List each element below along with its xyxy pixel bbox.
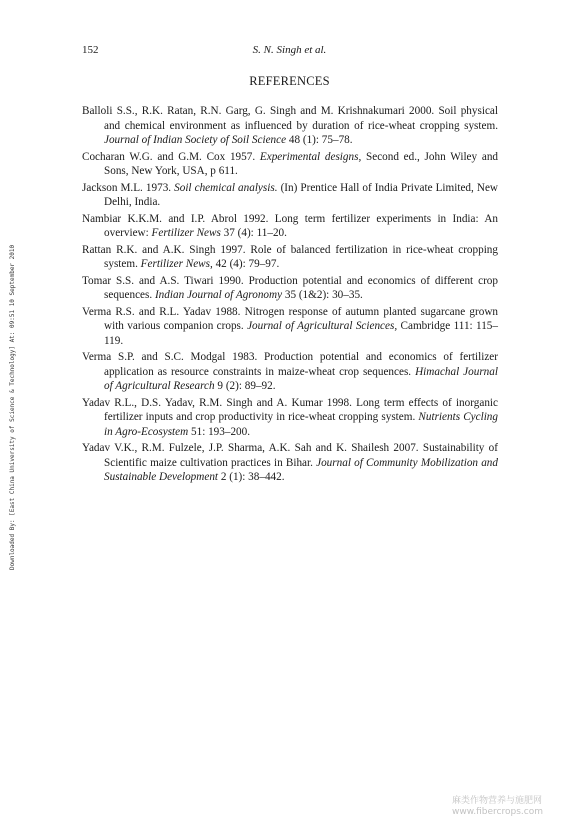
reference-item <box>82 305 498 349</box>
reference-text: Verma S.P. and S.C. Modgal 1983. Production potential and economics of fertilizer application as resource constraints in maize-wheat crop sequences. <box>82 351 498 378</box>
reference-text: Rattan R.K. and A.K. Singh 1997. Role of balanced fertilization in rice-wheat cropping system. <box>82 243 498 270</box>
reference-text: Balloli S.S., R.K. Ratan, R.N. Garg, G. Singh and M. Krishnakumari 2000. Soil physical and chemical environment as influenced by duration of rice-wheat cropping system. <box>82 105 498 132</box>
reference-text: Yadav R.L., D.S. Yadav, R.M. Singh and A. Kumar 1998. Long term effects of inorganic fertilizer inputs and crop productivity in rice-wheat cropping system. <box>82 396 498 423</box>
reference-source: Soil chemical analysis. <box>174 181 278 194</box>
reference-details: Second ed., John Wiley and Sons, New York, USA, p 611. <box>104 150 499 177</box>
reference-list <box>82 104 498 487</box>
watermark-line-chinese: 麻类作物营养与施肥网 <box>452 796 543 806</box>
reference-text: Jackson M.L. 1973. <box>82 181 175 194</box>
reference-source: Fertilizer News <box>151 227 221 239</box>
reference-details: 35 (1&2): 30–35. <box>282 289 363 301</box>
reference-details: 42 (4): 79–97. <box>212 258 280 270</box>
reference-source: Journal of Indian Society of Soil Science <box>104 134 287 146</box>
reference-item <box>82 396 498 440</box>
reference-item <box>82 274 498 303</box>
reference-source: Journal of Community Mobilization and Sustainable Development <box>104 456 498 483</box>
running-head: S. N. Singh et al. <box>252 44 327 56</box>
reference-details: 48 (1): 75–78. <box>286 134 353 146</box>
reference-details: 2 (1): 38–442. <box>218 471 285 483</box>
reference-source: Nutrients Cycling in Agro-Ecosystem <box>104 411 498 438</box>
reference-text: Nambiar K.K.M. and I.P. Abrol 1992. Long term fertilizer experiments in India: An overview: <box>82 212 498 239</box>
reference-item <box>82 181 498 210</box>
reference-details: Cambridge 111: 115–119. <box>104 320 498 347</box>
reference-details: 51: 193–200. <box>188 425 251 438</box>
download-stamp: Downloaded By: [East China University of Science & Technology] At: 09:51 10 September 2010 <box>9 244 16 570</box>
section-title: REFERENCES <box>249 74 330 88</box>
reference-item <box>82 441 498 485</box>
site-watermark <box>452 796 543 818</box>
reference-source: Experimental designs, <box>259 150 362 163</box>
reference-details: 37 (4): 11–20. <box>220 227 287 239</box>
reference-item <box>82 243 498 272</box>
reference-source: Journal of Agricultural Sciences, <box>247 320 398 332</box>
reference-text: Yadav V.K., R.M. Fulzele, J.P. Sharma, A.K. Sah and K. Shailesh 2007. Sustainability of Scientific maize cultivation practices in Bihar. <box>82 442 498 469</box>
reference-text: Verma R.S. and R.L. Yadav 1988. Nitrogen response of autumn planted sugarcane grown with various companion crops. <box>82 305 498 332</box>
reference-details: 9 (2): 89–92. <box>214 380 276 392</box>
reference-details: (In) Prentice Hall of India Private Limited, New Delhi, India. <box>104 181 498 208</box>
reference-source: Himachal Journal of Agricultural Research <box>104 365 498 392</box>
reference-text: Cocharan W.G. and G.M. Cox 1957. <box>82 150 260 163</box>
reference-text: Tomar S.S. and A.S. Tiwari 1990. Production potential and economics of different crop sequences. <box>82 274 498 301</box>
reference-source: Indian Journal of Agronomy <box>154 289 283 301</box>
reference-item <box>82 150 498 179</box>
page-number: 152 <box>82 44 99 56</box>
reference-item <box>82 350 498 394</box>
reference-item <box>82 212 498 241</box>
reference-item <box>82 104 498 148</box>
reference-source: Fertilizer News, <box>140 258 213 270</box>
watermark-line-url: www.fibercrops.com <box>452 807 543 817</box>
